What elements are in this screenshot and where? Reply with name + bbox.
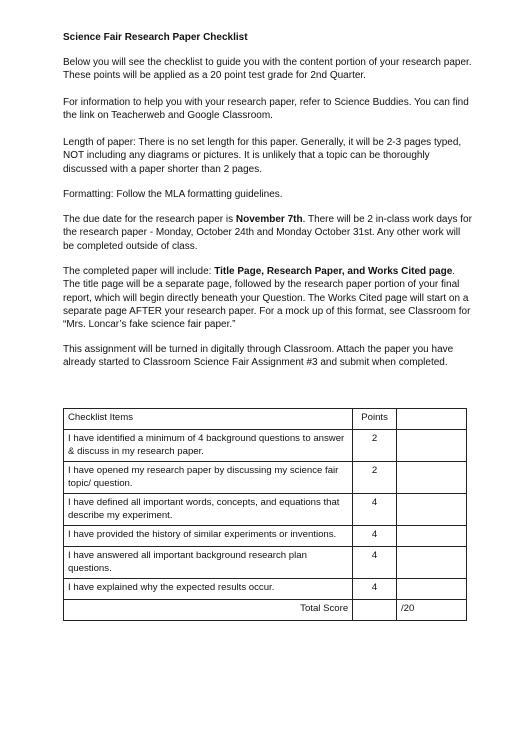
row-item: I have explained why the expected results occur. [64,579,353,600]
table-row [64,526,467,547]
row-score-cell [396,494,466,526]
row-points: 4 [353,526,397,547]
row-score-cell [396,526,466,547]
total-score-value: /20 [396,600,466,621]
row-score-cell [396,547,466,579]
table-row [64,462,467,494]
table-row [64,547,467,579]
document-title: Science Fair Research Paper Checklist [63,32,248,43]
total-row [64,600,467,621]
table-row [64,430,467,462]
row-score-cell [396,462,466,494]
row-score-cell [396,430,466,462]
header-points: Points [353,409,397,430]
row-points: 2 [353,430,397,462]
table-row [64,494,467,526]
row-points: 4 [353,579,397,600]
due-date-bold: November 7th [235,214,303,225]
checklist-header-row [64,409,467,430]
checklist-table [63,408,467,621]
row-points: 4 [353,547,397,579]
intro-paragraph: Below you will see the checklist to guide you with the content portion of your research paper. These points will be applied as a 20 point test grade for 2nd Quarter. [63,57,472,82]
row-item: I have identified a minimum of 4 background questions to answer & discuss in my research paper. [64,430,353,462]
header-score [396,409,466,430]
row-points: 4 [353,494,397,526]
resources-paragraph: For information to help you with your research paper, refer to Science Buddies. You can find the link on Teacherweb and Google Classroom. [63,97,469,122]
formatting-paragraph: Formatting: Follow the MLA formatting guidelines. [63,189,283,200]
header-checklist-items: Checklist Items [64,409,353,430]
row-item: I have opened my research paper by discussing my science fair topic/ question. [64,462,353,494]
row-score-cell [396,579,466,600]
length-paragraph: Length of paper: There is no set length for this paper. Generally, it will be 2-3 pages typed, NOT including any diagrams or pictures. It is unlikely that a topic can be thoroughly discussed with a paper shorter than 2 pages. [63,137,462,175]
contents-text-after: . The title page will be a separate page, followed by the research paper portion of your final report, which will begin directly beneath your Question. The Works Cited page will start on a separate page AFTER your research paper. For a mock up of this format, see Classroom for “Mrs. Loncar’s fake science fair paper.” [63,266,471,331]
total-points-cell [353,600,397,621]
submission-paragraph: This assignment will be turned in digitally through Classroom. Attach the paper you have already started to Classroom Science Fair Assignment #3 and submit when completed. [63,344,454,369]
total-score-label: Total Score [64,600,353,621]
table-row [64,579,467,600]
row-item: I have defined all important words, concepts, and equations that describe my experiment. [64,494,353,526]
row-item: I have provided the history of similar experiments or inventions. [64,526,353,547]
contents-paragraph [63,265,473,331]
row-item: I have answered all important background research plan questions. [64,547,353,579]
due-date-text-after: . There will be 2 in-class work days for the research paper - Monday, October 24th and Monday October 31st. Any other work will be completed outside of class. [63,214,472,252]
contents-bold: Title Page, Research Paper, and Works Cited page [214,266,453,277]
due-date-text-before: The due date for the research paper is [63,214,236,225]
contents-text-before: The completed paper will include: [63,266,215,277]
due-date-paragraph [63,213,473,253]
row-points: 2 [353,462,397,494]
